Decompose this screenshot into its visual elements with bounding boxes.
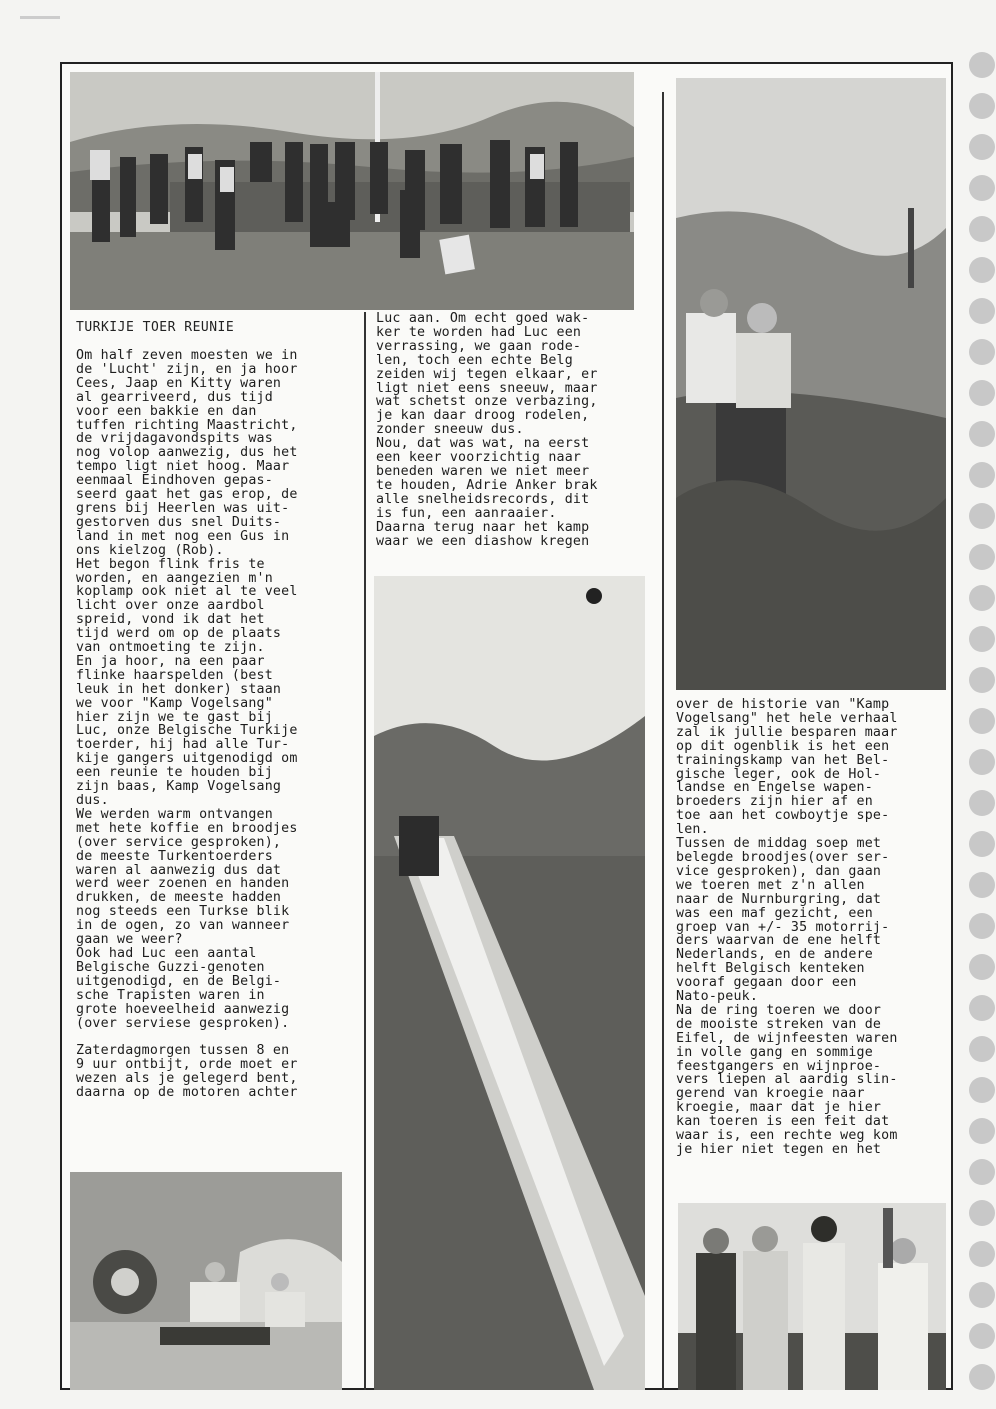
text-line: eenmaal Eindhoven gepas- [76,473,273,489]
binder-hole-icon [969,585,995,611]
text-line: licht over onze aardbol [76,598,265,614]
text-line: sche Trapisten waren in [76,987,265,1003]
text-line: leuk in het donker) staan [76,681,282,697]
text-line: trainingskamp van het Bel- [676,752,890,768]
text-line: in de ogen, zo van wanneer [76,918,290,934]
binder-hole-icon [969,1159,995,1185]
article-column-2 [376,312,598,548]
binder-hole-icon [969,339,995,365]
text-line: een reunie te houden bij [76,765,273,781]
text-line: gerend van kroegie naar [676,1086,865,1102]
text-line: We werden warm ontvangen [76,806,273,822]
binder-hole-icon [969,462,995,488]
text-line: kroegie, maar dat je hier [676,1100,882,1116]
binder-hole-icon [969,626,995,652]
text-line: Ook had Luc een aantal [76,945,257,961]
people-photo [678,1203,946,1390]
text-line: zonder sneeuw dus. [376,422,524,438]
text-line: was een maf gezicht, een [676,905,873,921]
binder-hole-icon [969,380,995,406]
text-line: waren al aanwezig dus dat [76,862,282,878]
binder-hole-icon [969,421,995,447]
text-line: hier zijn we te gast bij [76,709,273,725]
text-line: een keer voorzichtig naar [376,450,582,466]
binder-hole-icon [969,93,995,119]
text-line: gaan we weer? [76,932,183,948]
text-line: is fun, een aanraaier. [376,505,557,521]
text-line: de meeste Turkentoerders [76,848,273,864]
text-line: ligt niet eens sneeuw, maar [376,380,598,396]
toboggan-photo [374,576,645,1390]
text-line: waar we een diashow kregen [376,533,590,549]
binder-hole-icon [969,954,995,980]
text-line: Nou, dat was wat, na eerst [376,436,590,452]
binder-hole-icon [969,995,995,1021]
binder-hole-icon [969,1118,995,1144]
binder-hole-icon [969,1323,995,1349]
text-line: waar is, een rechte weg kom [676,1128,898,1144]
text-line: Het begon flink fris te [76,556,265,572]
text-line: toerder, hij had alle Tur- [76,737,290,753]
article-heading: TURKIJE TOER REUNIE [76,320,235,335]
binder-hole-icon [969,1364,995,1390]
text-line: nog steeds een Turkse blik [76,904,290,920]
text-line: te houden, Adrie Anker brak [376,477,598,493]
text-line: seerd gaat het gas erop, de [76,487,298,503]
text-line: Nato-peuk. [676,989,759,1005]
text-line: over de historie van "Kamp [676,697,890,712]
text-line: gestorven dus snel Duits- [76,514,282,530]
text-line: zeiden wij tegen elkaar, er [376,366,598,382]
article-column-1 [76,349,298,1100]
text-line: alle snelheidsrecords, dit [376,491,590,507]
text-line: len. [676,822,709,838]
binder-hole-icon [969,257,995,283]
binder-holes [965,40,996,1409]
binder-hole-icon [969,1036,995,1062]
binder-hole-icon [969,1200,995,1226]
text-line: vice gesproken), dan gaan [676,863,882,879]
text-line: Luc, onze Belgische Turkije [76,723,298,739]
binder-hole-icon [969,1077,995,1103]
text-line: we toeren met z'n allen [676,877,865,893]
text-line: land in met nog een Gus in [76,528,290,544]
text-line: 9 uur ontbijt, orde moet er [76,1057,298,1073]
binder-hole-icon [969,1241,995,1267]
text-line: groep van +/- 35 motorrij- [676,919,890,935]
binder-hole-icon [969,872,995,898]
text-line [76,1030,298,1044]
text-line: grens bij Heerlen was uit- [76,500,290,516]
text-line: met hete koffie en broodjes [76,820,298,836]
text-line: Eifel, de wijnfeesten waren [676,1030,898,1046]
text-line: toe aan het cowboytje spe- [676,808,890,824]
text-line: zal ik jullie besparen maar [676,724,898,740]
column-divider-right [662,92,664,1390]
text-line: je kan daar droog rodelen, [376,408,590,424]
binder-hole-icon [969,749,995,775]
text-line: (over service gesproken), [76,834,282,850]
column-divider-left [364,312,366,1390]
binder-hole-icon [969,544,995,570]
text-line: de vrijdagavondspits was [76,431,273,447]
binder-hole-icon [969,134,995,160]
text-line: Cees, Jaap en Kitty waren [76,375,282,391]
binder-hole-icon [969,52,995,78]
text-line: je hier niet tegen en het [676,1142,882,1157]
text-line: nog volop aanwezig, dus het [76,445,298,461]
text-line: Zaterdagmorgen tussen 8 en [76,1043,290,1059]
article-column-3 [676,698,898,1157]
text-line: van ontmoeting te zijn. [76,640,265,656]
text-line: belegde broodjes(over ser- [676,849,890,865]
text-line: beneden waren we niet meer [376,463,590,479]
couple-photo [676,78,946,690]
binder-hole-icon [969,216,995,242]
text-line: Na de ring toeren we door [676,1002,882,1018]
text-line: (over serviese gesproken). [76,1015,290,1031]
text-line: ker te worden had Luc een [376,324,582,340]
text-line: gische leger, ook de Hol- [676,766,882,782]
text-line: kije gangers uitgenodigd om [76,751,298,767]
text-line: len, toch een echte Belg [376,352,573,368]
text-line: helft Belgisch kenteken [676,961,865,977]
text-line: worden, en aangezien m'n [76,570,273,586]
text-line: verrassing, we gaan rode- [376,338,582,354]
text-line: grote hoeveelheid aanwezig [76,1001,290,1017]
text-line: ons kielzog (Rob). [76,542,224,558]
text-line: spreid, vond ik dat het [76,612,265,628]
binder-hole-icon [969,831,995,857]
text-line: tempo ligt niet hoog. Maar [76,459,290,475]
text-line: vooraf gegaan door een [676,975,857,991]
text-line: al gearriveerd, dus tijd [76,389,273,405]
group-photo [70,72,634,310]
text-line: flinke haarspelden (best [76,667,273,683]
text-line: Belgische Guzzi-genoten [76,959,265,975]
text-line: tuffen richting Maastricht, [76,417,298,433]
text-line: En ja hoor, na een paar [76,653,265,669]
text-line: vers liepen al aardig slin- [676,1072,898,1088]
binder-hole-icon [969,708,995,734]
text-line: naar de Nurnburgring, dat [676,891,882,907]
text-line: Daarna terug naar het kamp [376,519,590,535]
text-line: Tussen de middag soep met [676,836,882,852]
text-line: broeders zijn hier af en [676,794,873,810]
text-line: tijd werd om op de plaats [76,626,282,642]
binder-hole-icon [969,1282,995,1308]
text-line: feestgangers en wijnproe- [676,1058,882,1074]
text-line: ders waarvan de ene helft [676,933,882,949]
text-line: in volle gang en sommige [676,1044,873,1060]
text-line: landse en Engelse wapen- [676,780,873,796]
text-line: kan toeren is een feit dat [676,1114,890,1130]
text-line: werd weer zoenen en handen [76,876,290,892]
binder-hole-icon [969,667,995,693]
text-line: dus. [76,793,109,808]
text-line: daarna op de motoren achter [76,1085,298,1101]
camping-photo [70,1172,342,1390]
text-line: we voor "Kamp Vogelsang" [76,695,273,711]
text-line: drukken, de meeste hadden [76,890,282,906]
text-line: de 'Lucht' zijn, en ja hoor [76,361,298,377]
text-line: Vogelsang" het hele verhaal [676,710,898,726]
binder-hole-icon [969,913,995,939]
text-line: Om half zeven moesten we in [76,348,298,363]
binder-hole-icon [969,503,995,529]
text-line: Nederlands, en de andere [676,947,873,963]
text-line: wat schetst onze verbazing, [376,394,598,410]
text-line: wezen als je gelegerd bent, [76,1071,298,1087]
binder-hole-icon [969,175,995,201]
binder-hole-icon [969,790,995,816]
text-line: Luc aan. Om echt goed wak- [376,311,590,326]
text-line: op dit ogenblik is het een [676,738,890,754]
text-line: de mooiste streken van de [676,1016,882,1032]
text-line: koplamp ook niet al te veel [76,584,298,600]
text-line: uitgenodigd, en de Belgi- [76,973,282,989]
binder-hole-icon [969,298,995,324]
text-line: voor een bakkie en dan [76,403,257,419]
text-line: zijn baas, Kamp Vogelsang [76,779,282,795]
scan-edge-mark [20,16,60,19]
